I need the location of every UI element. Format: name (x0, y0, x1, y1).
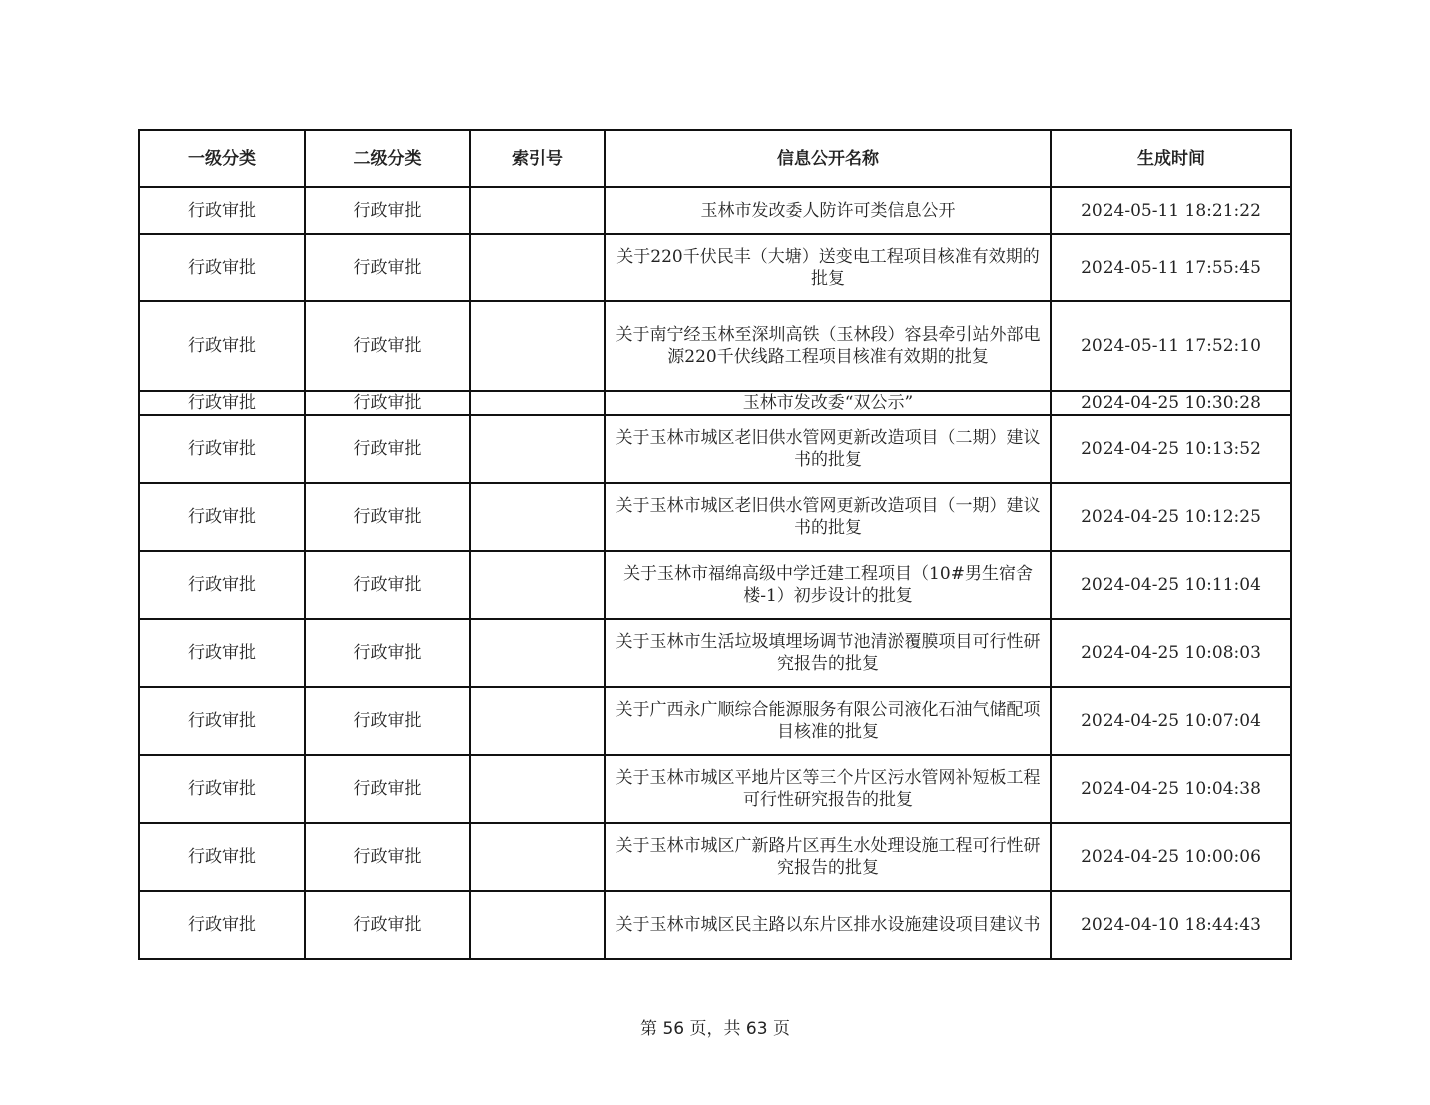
header-index: 索引号 (470, 130, 605, 187)
cell-name: 关于南宁经玉林至深圳高铁（玉林段）容县牵引站外部电源220千伏线路工程项目核准有效期的批复 (605, 301, 1051, 391)
table-row (139, 234, 1291, 301)
cell-name: 关于220千伏民丰（大塘）送变电工程项目核准有效期的批复 (605, 234, 1051, 301)
cell-index (470, 187, 605, 234)
header-cat2: 二级分类 (305, 130, 470, 187)
cell-cat2: 行政审批 (305, 619, 470, 687)
cell-cat2: 行政审批 (305, 301, 470, 391)
cell-time: 2024-04-25 10:30:28 (1051, 391, 1291, 415)
cell-cat2: 行政审批 (305, 823, 470, 891)
header-cat1: 一级分类 (139, 130, 305, 187)
cell-index (470, 483, 605, 551)
cell-index (470, 891, 605, 959)
cell-name: 关于玉林市城区平地片区等三个片区污水管网补短板工程可行性研究报告的批复 (605, 755, 1051, 823)
cell-cat1: 行政审批 (139, 551, 305, 619)
cell-cat2: 行政审批 (305, 755, 470, 823)
cell-cat2: 行政审批 (305, 891, 470, 959)
cell-index (470, 415, 605, 483)
cell-cat1: 行政审批 (139, 687, 305, 755)
table-header-row (139, 130, 1291, 187)
table-row (139, 187, 1291, 234)
cell-index (470, 755, 605, 823)
cell-time: 2024-04-25 10:12:25 (1051, 483, 1291, 551)
cell-cat1: 行政审批 (139, 755, 305, 823)
cell-cat2: 行政审批 (305, 483, 470, 551)
cell-index (470, 551, 605, 619)
page-footer (0, 1014, 1430, 1039)
cell-time: 2024-04-25 10:04:38 (1051, 755, 1291, 823)
cell-cat2: 行政审批 (305, 415, 470, 483)
cell-cat1: 行政审批 (139, 234, 305, 301)
cell-time: 2024-04-25 10:07:04 (1051, 687, 1291, 755)
cell-cat2: 行政审批 (305, 391, 470, 415)
cell-time: 2024-04-10 18:44:43 (1051, 891, 1291, 959)
header-time: 生成时间 (1051, 130, 1291, 187)
cell-cat2: 行政审批 (305, 687, 470, 755)
cell-cat2: 行政审批 (305, 187, 470, 234)
cell-cat1: 行政审批 (139, 619, 305, 687)
cell-time: 2024-05-11 17:52:10 (1051, 301, 1291, 391)
table-row (139, 483, 1291, 551)
cell-cat1: 行政审批 (139, 391, 305, 415)
cell-index (470, 687, 605, 755)
cell-cat1: 行政审批 (139, 891, 305, 959)
table-row (139, 391, 1291, 415)
cell-name: 关于玉林市城区老旧供水管网更新改造项目（二期）建议书的批复 (605, 415, 1051, 483)
cell-cat1: 行政审批 (139, 187, 305, 234)
cell-name: 关于玉林市生活垃圾填埋场调节池清淤覆膜项目可行性研究报告的批复 (605, 619, 1051, 687)
cell-time: 2024-05-11 18:21:22 (1051, 187, 1291, 234)
cell-name: 关于玉林市福绵高级中学迁建工程项目（10#男生宿舍楼-1）初步设计的批复 (605, 551, 1051, 619)
footer-middle: 页，共 (684, 1019, 746, 1039)
cell-name: 玉林市发改委人防许可类信息公开 (605, 187, 1051, 234)
table-row (139, 415, 1291, 483)
cell-name: 关于广西永广顺综合能源服务有限公司液化石油气储配项目核准的批复 (605, 687, 1051, 755)
cell-index (470, 619, 605, 687)
cell-time: 2024-04-25 10:13:52 (1051, 415, 1291, 483)
cell-index (470, 823, 605, 891)
footer-suffix: 页 (767, 1019, 790, 1039)
table-row (139, 891, 1291, 959)
cell-name: 关于玉林市城区老旧供水管网更新改造项目（一期）建议书的批复 (605, 483, 1051, 551)
table-row (139, 301, 1291, 391)
total-pages-number: 63 (745, 1019, 768, 1039)
info-disclosure-table (138, 129, 1292, 960)
cell-time: 2024-04-25 10:08:03 (1051, 619, 1291, 687)
cell-name: 玉林市发改委“双公示” (605, 391, 1051, 415)
table-row (139, 551, 1291, 619)
header-name: 信息公开名称 (605, 130, 1051, 187)
cell-cat2: 行政审批 (305, 234, 470, 301)
footer-prefix: 第 (640, 1019, 663, 1039)
cell-cat1: 行政审批 (139, 823, 305, 891)
table-row (139, 619, 1291, 687)
cell-cat1: 行政审批 (139, 415, 305, 483)
cell-cat1: 行政审批 (139, 483, 305, 551)
cell-name: 关于玉林市城区民主路以东片区排水设施建设项目建议书 (605, 891, 1051, 959)
table-row (139, 823, 1291, 891)
cell-time: 2024-04-25 10:00:06 (1051, 823, 1291, 891)
table-row (139, 687, 1291, 755)
table-row (139, 755, 1291, 823)
cell-index (470, 301, 605, 391)
cell-time: 2024-05-11 17:55:45 (1051, 234, 1291, 301)
cell-cat2: 行政审批 (305, 551, 470, 619)
current-page-number: 56 (662, 1019, 685, 1039)
cell-name: 关于玉林市城区广新路片区再生水处理设施工程可行性研究报告的批复 (605, 823, 1051, 891)
cell-cat1: 行政审批 (139, 301, 305, 391)
cell-index (470, 391, 605, 415)
cell-index (470, 234, 605, 301)
cell-time: 2024-04-25 10:11:04 (1051, 551, 1291, 619)
